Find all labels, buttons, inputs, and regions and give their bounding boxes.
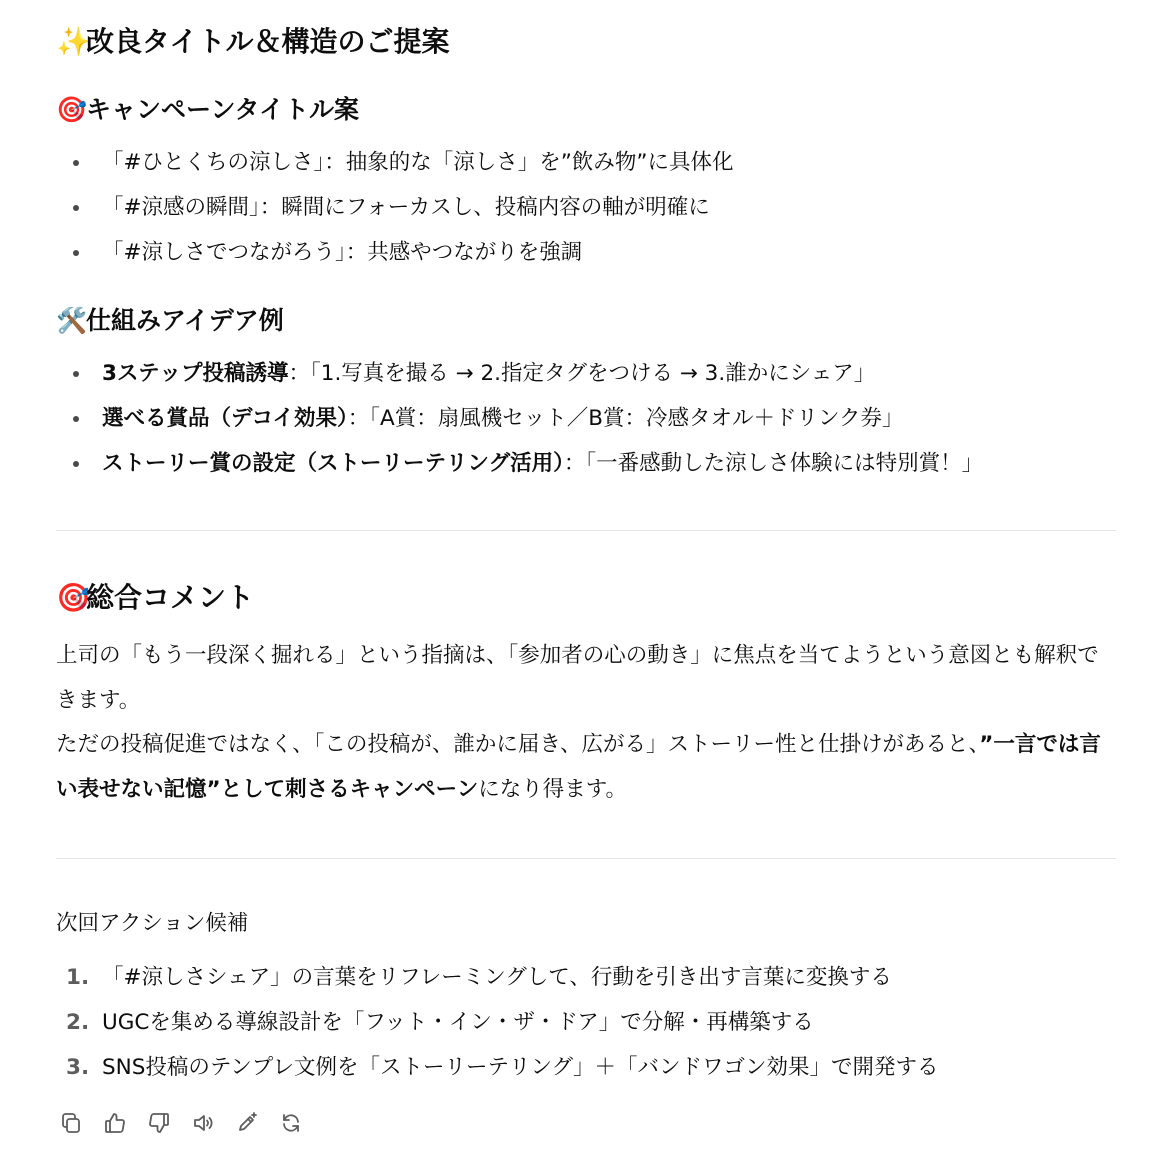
list-item-bold: ストーリー賞の設定（ストーリーテリング活用） — [102, 451, 564, 476]
edit-sparkle-icon — [235, 1111, 259, 1135]
summary-heading — [56, 578, 254, 618]
list-item-bold: 選べる賞品（デコイ効果） — [102, 406, 348, 431]
regenerate-icon — [279, 1111, 303, 1135]
good-response-button[interactable] — [100, 1108, 130, 1138]
list-item-text: 「#涼しさシェア」の言葉をリフレーミングして、行動を引き出す言葉に変換する — [102, 965, 892, 990]
list-item — [56, 1045, 939, 1090]
regenerate-button[interactable] — [276, 1108, 306, 1138]
list-item-text: 「#ひとくちの涼しさ」：抽象的な「涼しさ」を”飲み物”に具体化 — [102, 150, 734, 175]
copy-button[interactable] — [56, 1108, 86, 1138]
list-number: 2. — [66, 1010, 90, 1035]
message-action-bar — [56, 1108, 306, 1140]
list-number: 1. — [66, 965, 90, 990]
speaker-icon — [191, 1111, 215, 1135]
summary-paragraph: 上司の「もう一段深く掘れる」という指摘は、「参加者の心の動き」に焦点を当てようという意図とも解釈できます。 — [56, 643, 1099, 713]
list-item — [56, 396, 983, 441]
list-item — [56, 185, 734, 230]
summary-emphasis: ”一言では言い表せない記憶”として刺さるキャンペーン — [56, 732, 1101, 802]
list-item — [56, 955, 939, 1000]
read-aloud-button[interactable] — [188, 1108, 218, 1138]
campaign-title-list — [56, 140, 734, 275]
target-icon: 🎯 — [56, 581, 91, 614]
summary-text: になり得ます。 — [478, 776, 627, 802]
mechanism-heading-text: 仕組みアイデア例 — [86, 306, 284, 335]
divider — [56, 530, 1116, 531]
sparkles-icon: ✨ — [56, 25, 91, 58]
bad-response-button[interactable] — [144, 1108, 174, 1138]
summary-text: ただの投稿促進ではなく、「この投稿が、誰かに届き、広がる」ストーリー性と仕掛けがあると、 — [56, 732, 980, 757]
list-item — [56, 351, 983, 396]
divider — [56, 858, 1116, 859]
thumbs-down-icon — [147, 1111, 171, 1135]
thumbs-up-icon — [103, 1111, 127, 1135]
proposal-title: 改良タイトル＆構造のご提案 — [86, 25, 450, 58]
mechanism-list — [56, 351, 983, 486]
list-item-text: 「#涼感の瞬間」：瞬間にフォーカスし、投稿内容の軸が明確に — [102, 195, 710, 220]
list-item — [56, 441, 983, 486]
list-item-bold: 3ステップ投稿誘導 — [102, 361, 289, 386]
tools-icon: 🛠️ — [56, 306, 88, 335]
list-item — [56, 230, 734, 275]
list-item-text: UGCを集める導線設計を「フット・イン・ザ・ドア」で分解・再構築する — [102, 1010, 814, 1035]
list-item-text: ：「1.写真を撮る → 2.指定タグをつける → 3.誰かにシェア」 — [288, 361, 876, 386]
summary-body — [56, 634, 1116, 812]
summary-paragraph — [56, 723, 1116, 812]
list-item-text: 「#涼しさでつながろう」：共感やつながりを強調 — [102, 240, 583, 265]
summary-heading-text: 総合コメント — [86, 581, 255, 614]
campaign-title-heading-text: キャンペーンタイトル案 — [86, 95, 360, 124]
proposal-heading — [56, 22, 449, 62]
target-icon: 🎯 — [56, 95, 88, 124]
list-item-text: SNS投稿のテンプレ文例を「ストーリーテリング」＋「バンドワゴン効果」で開発する — [102, 1055, 939, 1080]
list-item — [56, 1000, 939, 1045]
campaign-title-heading — [56, 92, 359, 128]
next-actions-list — [56, 955, 939, 1090]
next-actions-heading: 次回アクション候補 — [56, 911, 249, 936]
list-item-text: ：「一番感動した涼しさ体験には特別賞！」 — [563, 451, 984, 476]
copy-icon — [59, 1111, 83, 1135]
list-item — [56, 140, 734, 185]
list-item-text: ：「A賞：扇風機セット／B賞：冷感タオル＋ドリンク券」 — [347, 406, 904, 431]
mechanism-heading — [56, 303, 284, 339]
edit-button[interactable] — [232, 1108, 262, 1138]
list-number: 3. — [66, 1055, 90, 1080]
